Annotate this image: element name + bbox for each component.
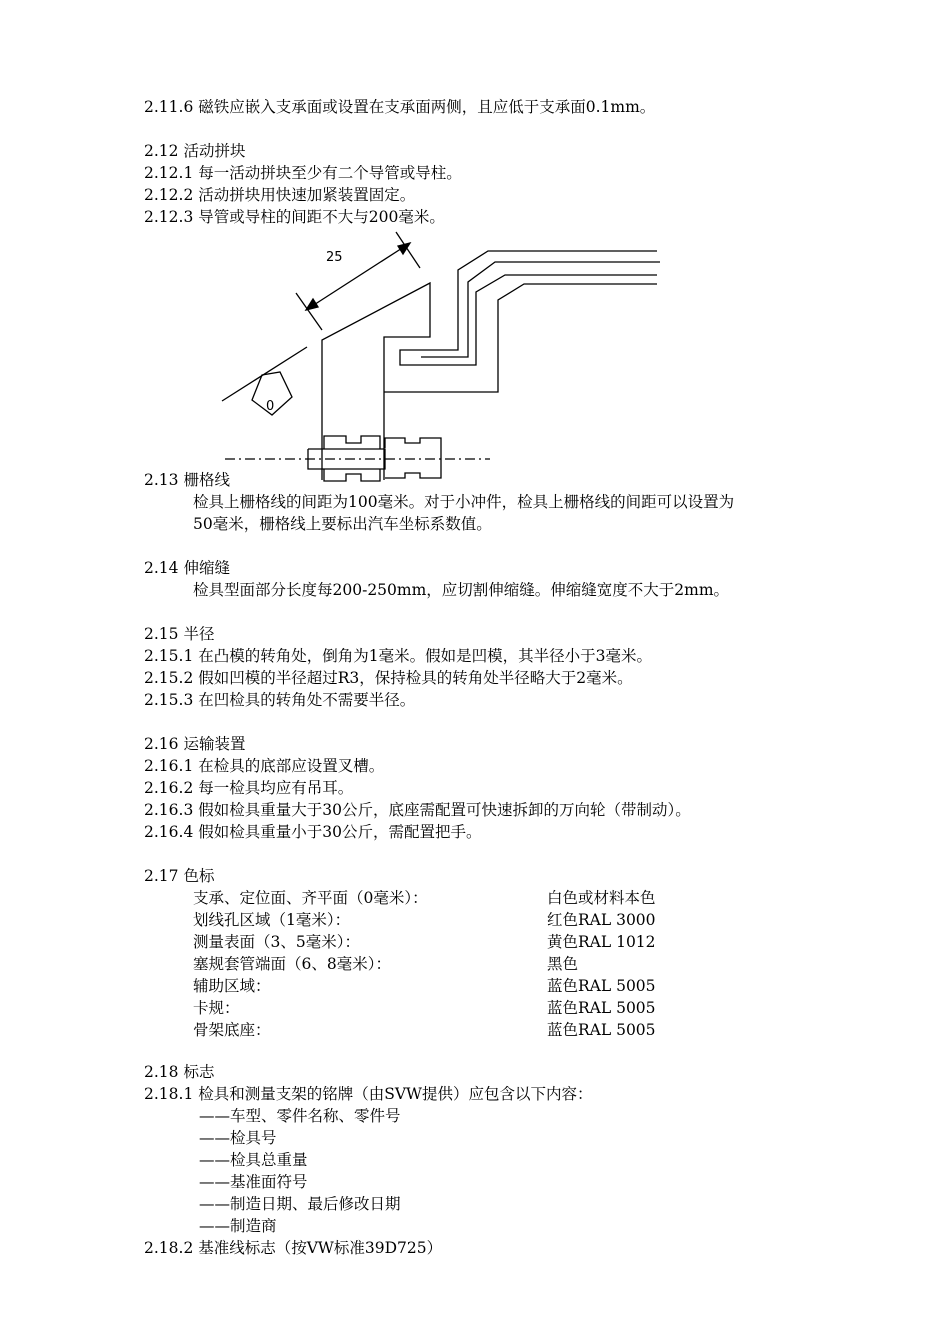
list-item: ——检具总重量 [199, 1151, 308, 1169]
section-heading-2-16: 2.16 运输装置 [144, 735, 246, 753]
color-row-label: 辅助区域： [193, 977, 271, 995]
clause-2-12-1: 2.12.1 每一活动拼块至少有二个导管或导柱。 [144, 164, 462, 182]
color-row-label: 测量表面（3、5毫米）： [193, 933, 360, 951]
bracket-inner [421, 262, 660, 357]
color-row-value: 黄色RAL 1012 [547, 933, 656, 951]
list-item: ——车型、零件名称、零件号 [199, 1107, 401, 1125]
list-item: ——制造商 [199, 1217, 277, 1235]
datum-label: 0 [266, 399, 275, 414]
color-row-value: 蓝色RAL 5005 [547, 1021, 656, 1039]
color-row-value: 蓝色RAL 5005 [547, 977, 656, 995]
body-text: 检具型面部分长度每200-250mm，应切割伸缩缝。伸缩缝宽度不大于2mm。 [193, 581, 730, 599]
list-item: ——制造日期、最后修改日期 [199, 1195, 401, 1213]
bracket-lower [384, 284, 657, 392]
section-heading-2-18: 2.18 标志 [144, 1063, 215, 1081]
bracket-outer [400, 251, 657, 365]
dimension-label: 25 [326, 250, 343, 265]
clause-2-16-1: 2.16.1 在检具的底部应设置叉槽。 [144, 757, 385, 775]
list-item: ——基准面符号 [199, 1173, 308, 1191]
clause-2-12-3: 2.12.3 导管或导柱的间距不大与200毫米。 [144, 208, 445, 226]
color-row-value: 红色RAL 3000 [547, 911, 656, 929]
section-heading-2-17: 2.17 色标 [144, 867, 215, 885]
dimension-line [306, 243, 410, 310]
clause-2-16-3: 2.16.3 假如检具重量大于30公斤，底座需配置可快速拆卸的万向轮（带制动）。 [144, 801, 691, 819]
color-row-label: 骨架底座： [193, 1021, 271, 1039]
movable-block [322, 283, 430, 480]
dimension-arrowhead [306, 299, 318, 310]
clause-2-18-1: 2.18.1 检具和测量支架的铭牌（由SVW提供）应包含以下内容： [144, 1085, 593, 1103]
color-row-label: 支承、定位面、齐平面（0毫米）： [193, 889, 428, 907]
clause-2-16-2: 2.16.2 每一检具均应有吊耳。 [144, 779, 354, 797]
clause-2-18-2: 2.18.2 基准线标志（按VW标准39D725） [144, 1239, 443, 1257]
section-heading-2-13: 2.13 栅格线 [144, 471, 230, 489]
guide-pin [385, 438, 441, 478]
guide-pin-diagram [210, 230, 670, 490]
dimension-arrowhead [398, 243, 410, 254]
color-row-value: 蓝色RAL 5005 [547, 999, 656, 1017]
body-text: 检具上栅格线的间距为100毫米。对于小冲件，检具上栅格线的间距可以设置为 [193, 493, 735, 511]
section-heading-2-12: 2.12 活动拼块 [144, 142, 246, 160]
guide-bushing-collar [324, 469, 380, 481]
section-heading-2-14: 2.14 伸缩缝 [144, 559, 230, 577]
clause-2-15-2: 2.15.2 假如凹模的半径超过R3，保持检具的转角处半径略大于2毫米。 [144, 669, 633, 687]
clause-2-12-2: 2.12.2 活动拼块用快速加紧装置固定。 [144, 186, 416, 204]
section-heading-2-15: 2.15 半径 [144, 625, 215, 643]
color-row-label: 划线孔区域（1毫米）： [193, 911, 351, 929]
color-row-value: 白色或材料本色 [547, 889, 656, 907]
clause-2-15-3: 2.15.3 在凹检具的转角处不需要半径。 [144, 691, 416, 709]
body-text: 50毫米，栅格线上要标出汽车坐标系数值。 [193, 515, 492, 533]
clause-2-15-1: 2.15.1 在凸模的转角处，倒角为1毫米。假如是凹模，其半径小于3毫米。 [144, 647, 652, 665]
color-row-value: 黑色 [547, 955, 579, 973]
list-item: ——检具号 [199, 1129, 277, 1147]
dimension-extension-line [296, 293, 322, 330]
clause-2-16-4: 2.16.4 假如检具重量小于30公斤，需配置把手。 [144, 823, 482, 841]
color-row-label: 塞规套管端面（6、8毫米）： [193, 955, 391, 973]
guide-bushing-collar [324, 436, 380, 449]
clause-2-11-6: 2.11.6 磁铁应嵌入支承面或设置在支承面两侧，且应低于支承面0.1mm。 [144, 98, 656, 116]
color-row-label: 卡规： [193, 999, 240, 1017]
